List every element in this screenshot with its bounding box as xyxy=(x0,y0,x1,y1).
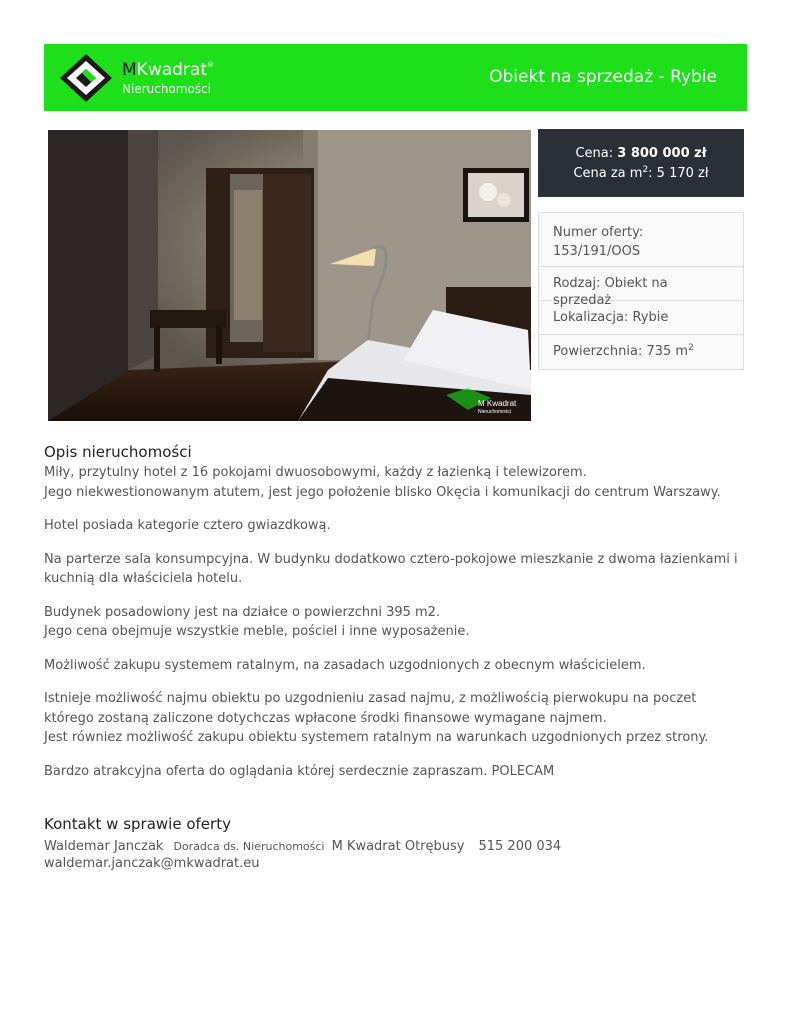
description-line: Na parterze sala konsumpcyjna. W budynku dodatkowo cztero-pokojowe mieszkanie z dwoma łazienkami i kuchnią dla właściciela hotelu. xyxy=(44,551,738,586)
photo-watermark-sub: Nieruchomości xyxy=(478,409,512,415)
description-line: Hotel posiada kategorie cztero gwiazdkową. xyxy=(44,518,331,533)
description-line: Bardzo atrakcyjna oferta do oglądania której serdecznie zapraszam. POLECAM xyxy=(44,763,555,779)
price-per-m2-label: Cena za m xyxy=(573,166,643,181)
price-box xyxy=(538,129,744,197)
description-body xyxy=(44,463,747,795)
offer-location: Lokalizacja: Rybie xyxy=(539,301,743,335)
description-heading: Opis nieruchomości xyxy=(44,443,192,461)
price-label: Cena: xyxy=(575,146,614,161)
price-total xyxy=(538,146,744,162)
company-logo[interactable] xyxy=(58,52,223,104)
description-paragraph xyxy=(44,550,747,589)
description-line: Możliwość zakupu systemem ratalnym, na zasadach uzgodnionych z obecnym właścicielem. xyxy=(44,657,646,673)
offer-area-sup: 2 xyxy=(688,343,694,353)
description-paragraph xyxy=(44,463,747,502)
description-line: Jego niekwestionowanym atutem, jest jego położenie blisko Okęcia i komunikacji do centrum Warszawy. xyxy=(44,484,721,500)
description-paragraph xyxy=(44,516,747,536)
property-photo-image xyxy=(48,130,531,421)
contact-company: M Kwadrat Otrębusy xyxy=(331,839,465,854)
contact-email[interactable]: waldemar.janczak@mkwadrat.eu xyxy=(44,856,260,871)
property-photo[interactable] xyxy=(48,130,531,421)
logo-brand-text xyxy=(122,60,214,80)
description-paragraph xyxy=(44,603,747,642)
header-banner xyxy=(44,44,747,111)
offer-details-table xyxy=(538,212,744,370)
contact-phone[interactable]: 515 200 034 xyxy=(478,839,562,854)
description-line: Jest równiez możliwość zakupu obiektu systemem ratalnym na warunkach uzgodnionych przez strony. xyxy=(44,730,709,745)
offer-area-label: Powierzchnia: 735 m xyxy=(553,344,689,359)
logo-brand-kwadrat: Kwadrat xyxy=(136,60,208,80)
page-title: Obiekt na sprzedaż - Rybie xyxy=(489,67,717,87)
contact-name: Waldemar Janczak xyxy=(44,839,164,854)
description-paragraph xyxy=(44,656,747,676)
contact-details xyxy=(44,836,561,856)
contact-heading: Kontakt w sprawie oferty xyxy=(44,815,231,833)
offer-area xyxy=(539,335,743,369)
description-line: Jego cena obejmuje wszystkie meble, pościel i inne wyposażenie. xyxy=(44,624,470,639)
description-line: Istnieje możliwość najmu obiektu po uzgodnieniu zasad najmu, z możliwością pierwokupu na poczet którego zostaną zaliczone dotychczas wpłacone środki finansowe wymagane najmem. xyxy=(44,691,697,726)
logo-subtitle: Nieruchomości xyxy=(122,82,211,96)
logo-registered-mark: ® xyxy=(207,61,215,69)
description-line: Miły, przytulny hotel z 16 pokojami dwuosobowymi, każdy z łazienką i telewizorem. xyxy=(44,465,587,480)
description-paragraph xyxy=(44,762,747,782)
description-line: Budynek posadowiony jest na działce o powierzchni 395 m2. xyxy=(44,604,441,620)
offer-number: Numer oferty: 153/191/OOS xyxy=(539,213,743,267)
logo-mark-icon xyxy=(58,52,114,104)
photo-watermark-brand: M Kwadrat xyxy=(478,399,517,408)
price-per-m2-sup: 2 xyxy=(642,165,649,175)
logo-brand-m: M xyxy=(122,60,137,80)
price-value: 3 800 000 zł xyxy=(617,146,707,161)
offer-type: Rodzaj: Obiekt na sprzedaż xyxy=(539,267,743,301)
price-per-m2 xyxy=(538,165,744,183)
contact-role: Doradca ds. Nieruchomości xyxy=(173,840,325,853)
price-per-m2-value: : 5 170 zł xyxy=(648,166,709,181)
description-paragraph xyxy=(44,689,747,748)
